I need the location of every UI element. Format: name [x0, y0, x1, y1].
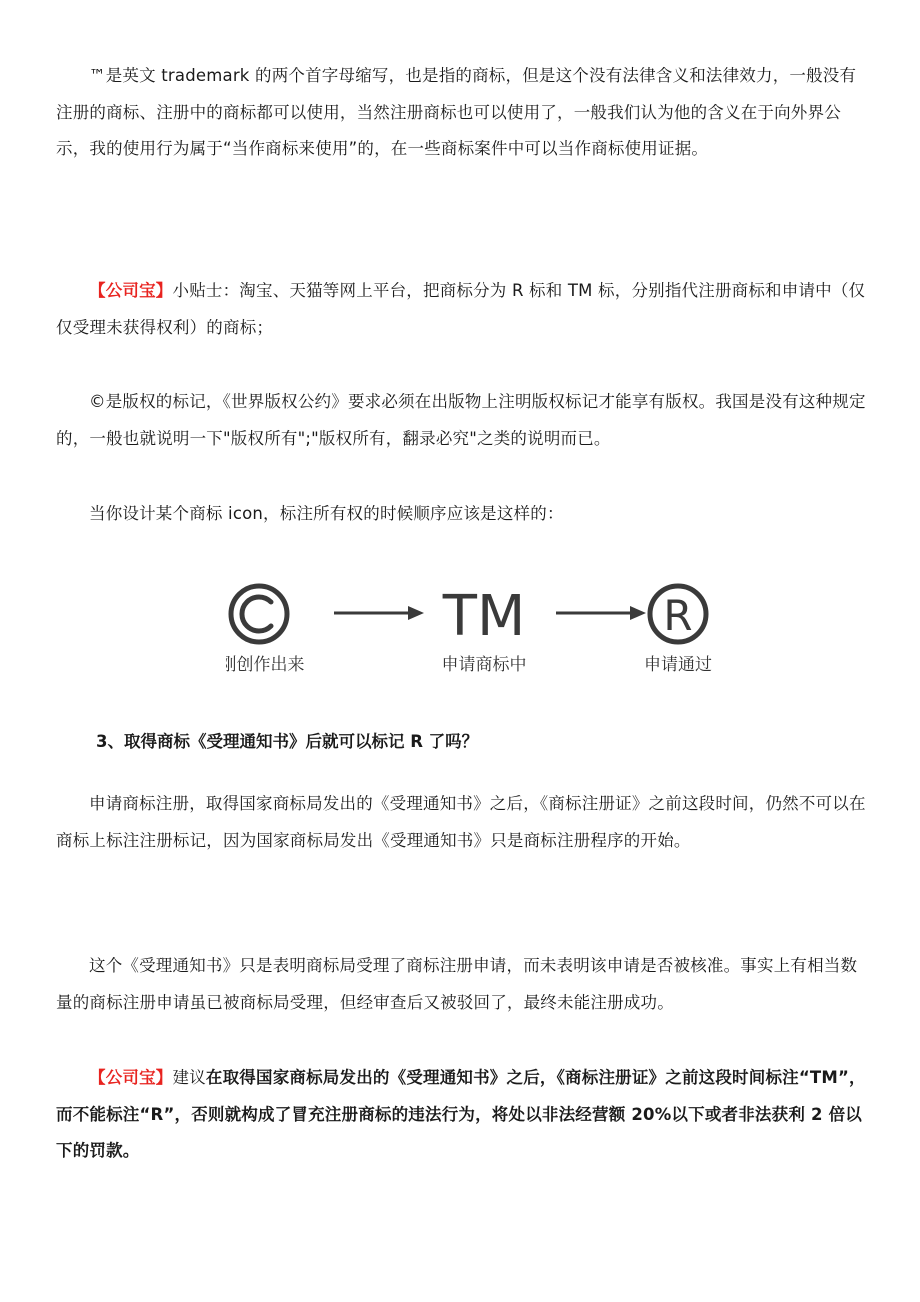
diagram-svg: [226, 580, 726, 680]
paragraph-application-period: 申请商标注册，取得国家商标局发出的《受理通知书》之后，《商标注册证》之前这段时间，仍然不可以在商标上标注注册标记，因为国家商标局发出《受理通知书》只是商标注册程序的开始。: [56, 794, 866, 850]
paragraph-copyright: ©是版权的标记，《世界版权公约》要求必须在出版物上注明版权标记才能享有版权。我国是没有这种规定的，一般也就说明一下"版权所有";"版权所有，翻录必究"之类的说明而已。: [56, 392, 866, 448]
arrow-right-icon: [334, 606, 424, 620]
paragraph-acceptance-notice: 这个《受理通知书》只是表明商标局受理了商标注册申请，而未表明该申请是否被核准。事实上有相当数量的商标注册申请虽已被商标局受理，但经审查后又被驳回了，最终未能注册成功。: [56, 956, 858, 1012]
tm-symbol: TM: [442, 584, 526, 649]
section-heading-3: 3、取得商标《受理通知书》后就可以标记 R 了吗？: [96, 732, 479, 751]
trademark-order-diagram: [226, 580, 726, 680]
paragraph-tip: [56, 273, 868, 346]
paragraph-suggestion: [56, 1060, 868, 1170]
tip-text: 小贴士：淘宝、天猫等网上平台，把商标分为 R 标和 TM 标，分别指代注册商标和申请中（仅仅受理未获得权利）的商标；: [56, 281, 866, 337]
brand-tag: 【公司宝】: [89, 1068, 173, 1087]
brand-tag: 【公司宝】: [89, 281, 173, 300]
paragraph-order-intro: 当你设计某个商标 icon，标注所有权的时候顺序应该是这样的：: [89, 504, 564, 523]
label-created: 刚创作出来: [226, 655, 305, 675]
label-applying: 申请商标中: [441, 655, 527, 675]
registered-letter: R: [663, 591, 693, 640]
suggestion-bold: 在取得国家商标局发出的《受理通知书》之后，《商标注册证》之前这段时间标注“TM”，而不能标注“R”，否则就构成了冒充注册商标的违法行为，将处以非法经营额 20%以下或者非法获利 2 倍以下的罚款。: [56, 1068, 866, 1160]
arrow-right-icon: [556, 606, 646, 620]
registered-icon: [650, 586, 706, 642]
label-approved: 申请通过: [644, 655, 712, 675]
suggestion-plain: 建议: [172, 1068, 206, 1087]
copyright-icon: [231, 586, 287, 642]
paragraph-tm-definition: ™是英文 trademark 的两个首字母缩写，也是指的商标，但是这个没有法律含义和法律效力，一般没有注册的商标、注册中的商标都可以使用，当然注册商标也可以使用了，一般我们认为他的含义在于向外界公示，我的使用行为属于“当作商标来使用”的，在一些商标案件中可以当作商标使用证据。: [56, 66, 857, 158]
